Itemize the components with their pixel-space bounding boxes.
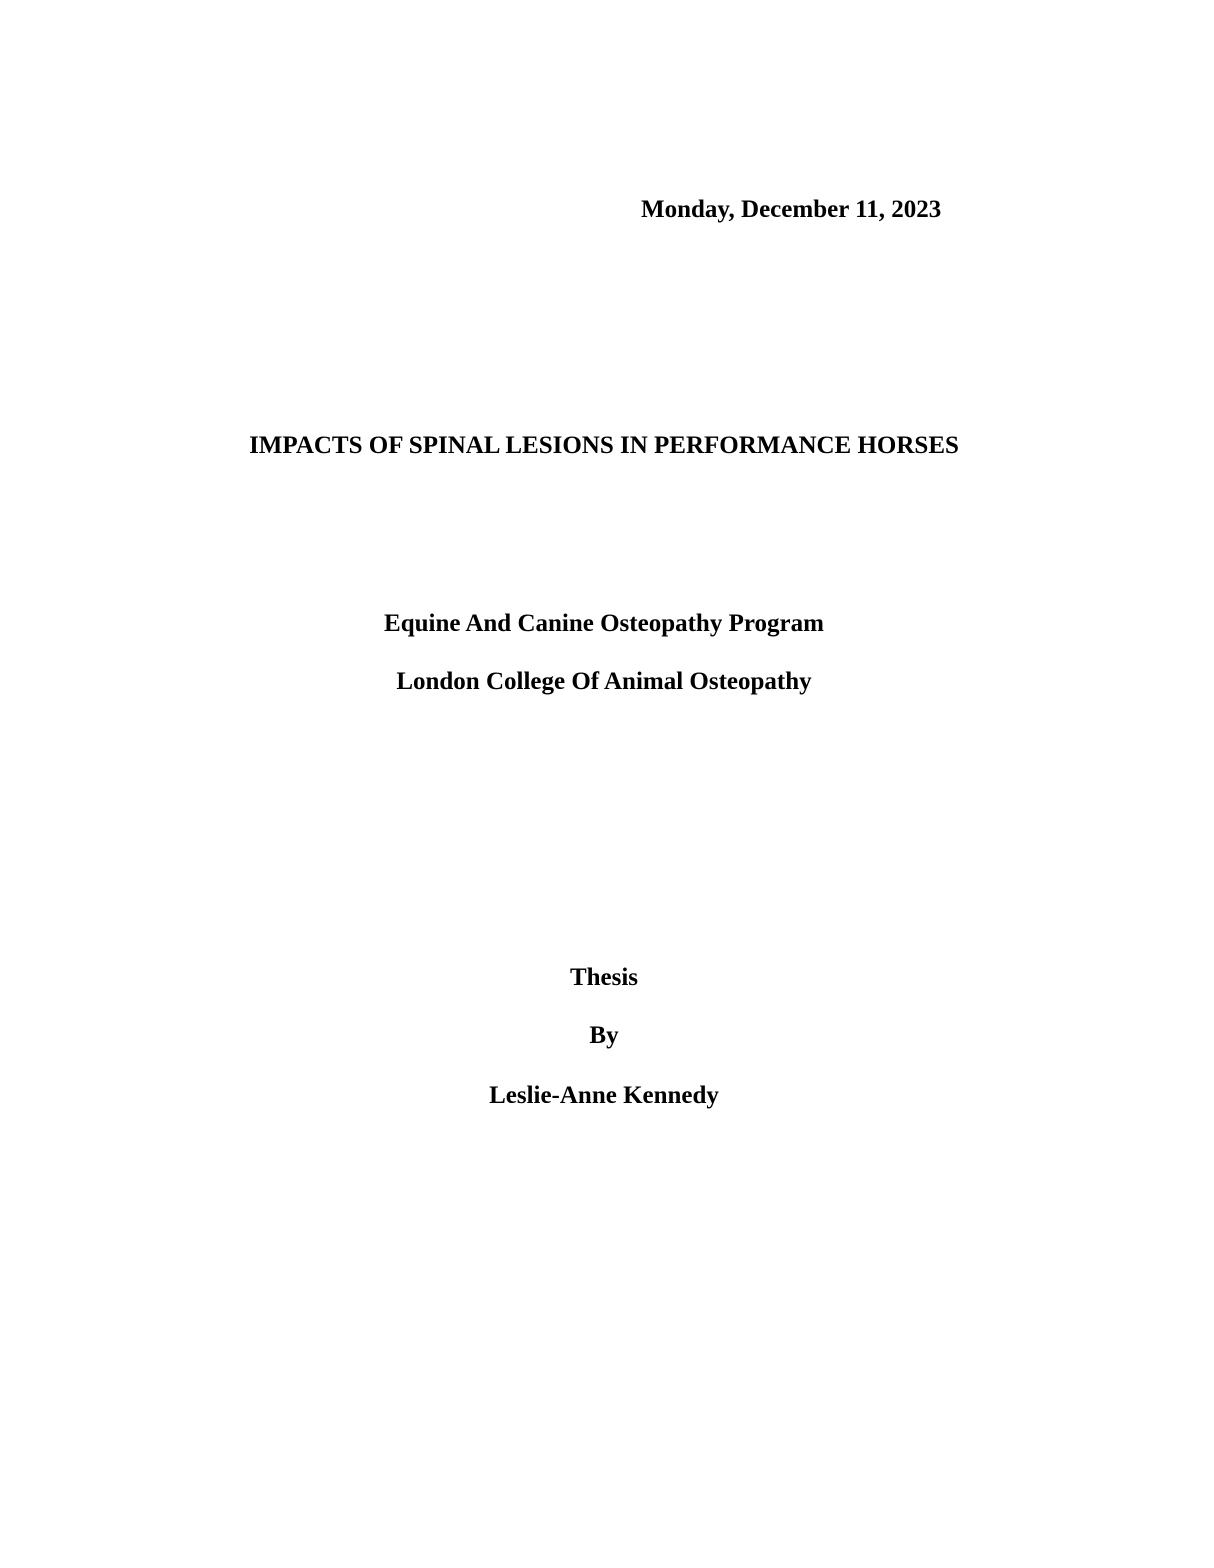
thesis-title: IMPACTS OF SPINAL LESIONS IN PERFORMANCE HORSES xyxy=(249,432,959,459)
program-name: Equine And Canine Osteopathy Program xyxy=(384,610,824,637)
author-name: Leslie-Anne Kennedy xyxy=(489,1082,719,1109)
document-type: Thesis xyxy=(569,964,639,991)
submission-date: Monday, December 11, 2023 xyxy=(641,196,942,223)
by-label: By xyxy=(589,1022,619,1049)
institution-name: London College Of Animal Osteopathy xyxy=(396,668,812,695)
